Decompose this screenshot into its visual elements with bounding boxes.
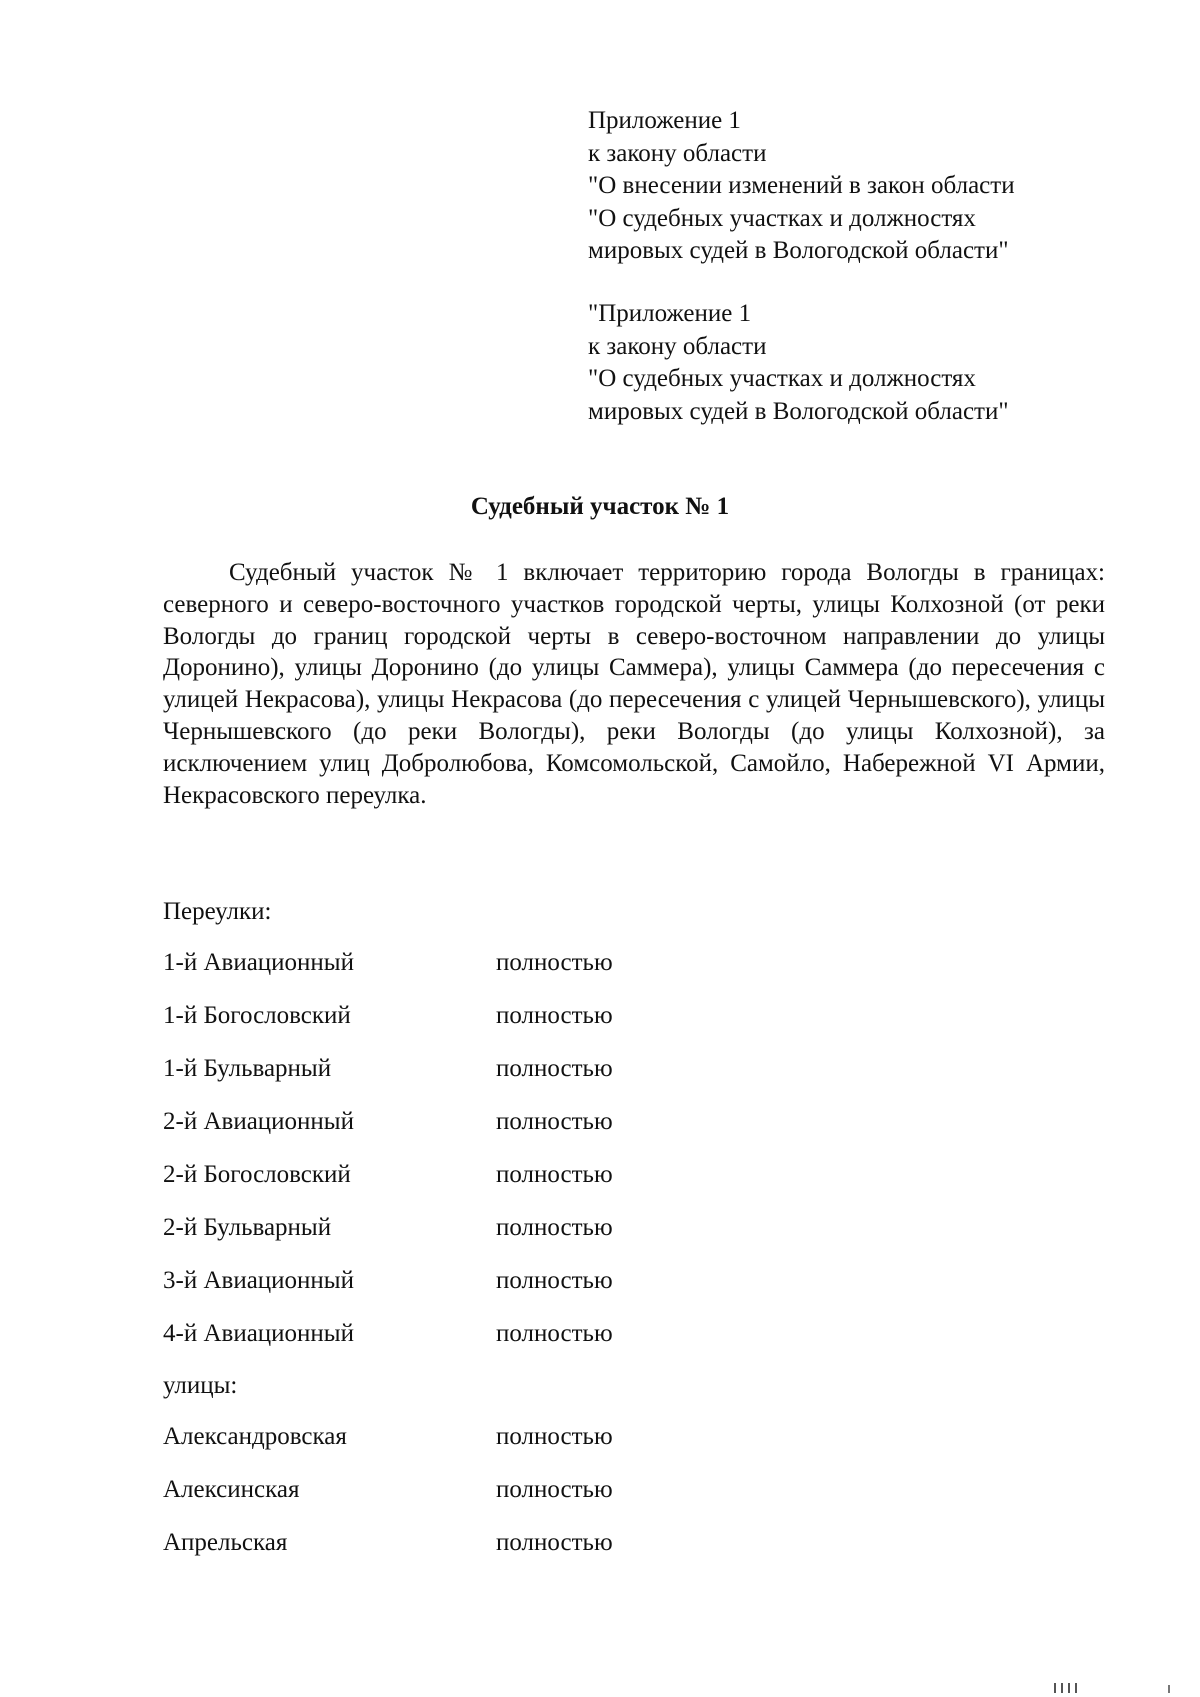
item-status: полностью [496,1108,613,1135]
lanes-list [163,947,863,1371]
item-name: Александровская [163,1423,347,1450]
item-status: полностью [496,1423,613,1450]
quoted-attachment-line: к закону области [588,332,767,360]
list-item [163,1159,863,1212]
list-item [163,1000,863,1053]
item-status: полностью [496,1320,613,1347]
scan-artifact [1168,1685,1170,1693]
item-status: полностью [496,1214,613,1241]
list-item [163,1053,863,1106]
scan-artifact-bar [1054,1683,1056,1693]
attachment-header-line: мировых судей в Вологодской области" [588,237,1009,264]
quoted-attachment-line: "О судебных участках и должностях [588,365,976,392]
item-name: 1-й Авиационный [163,949,354,976]
scan-artifact-bar [1068,1683,1070,1693]
item-status: полностью [496,1161,613,1188]
item-name: 2-й Авиационный [163,1108,354,1135]
attachment-header-line: "О судебных участках и должностях [588,204,976,232]
quoted-attachment-line: "Приложение 1 [588,300,752,327]
scan-artifact-bar [1061,1683,1063,1693]
item-status: полностью [496,1002,613,1029]
item-name: 1-й Бульварный [163,1055,332,1082]
list-item [163,1106,863,1159]
item-name: 2-й Богословский [163,1161,351,1188]
section-description: Судебный участок № 1 включает территорию города Вологды в границах: северного и северо-восточного участков городской черты, улицы Колхозной (от реки Вологды до границ городской черты в северо-восточном направлении до улицы Доронино), улицы Доронино (до улицы Саммера), улицы Саммера (до пересечения с улицей Некрасова), улицы Некрасова (до пересечения с улицей Чернышевского), улицы Чернышевского (до реки Вологды), реки Вологды (до улицы Колхозной), за исключением улиц Добролюбова, Комсомольской, Самойло, Набережной VI Армии, Некрасовского переулка. [163,559,1105,809]
item-name: 4-й Авиационный [163,1320,354,1347]
list-item [163,1212,863,1265]
item-status: полностью [496,1267,613,1294]
list-item [163,947,863,1000]
item-name: Апрельская [163,1529,288,1556]
list-item [163,1527,863,1580]
item-status: полностью [496,1055,613,1082]
section-title: Судебный участок № 1 [470,493,730,520]
lanes-heading: Переулки: [163,898,272,925]
attachment-header-line: Приложение 1 [588,107,741,134]
item-status: полностью [496,949,613,976]
list-item [163,1421,863,1474]
attachment-header [588,105,1148,268]
quoted-attachment-header [588,298,1148,428]
item-name: Алексинская [163,1476,300,1503]
item-name: 3-й Авиационный [163,1267,354,1294]
attachment-header-line: к закону области [588,139,767,167]
list-item [163,1318,863,1371]
item-name: 2-й Бульварный [163,1214,332,1241]
quoted-attachment-line: мировых судей в Вологодской области" [588,397,1009,425]
attachment-header-line: "О внесении изменений в закон области [588,172,1015,199]
item-status: полностью [496,1476,613,1503]
list-item [163,1265,863,1318]
item-name: 1-й Богословский [163,1002,351,1029]
streets-list [163,1421,863,1580]
streets-heading: улицы: [163,1372,238,1399]
scan-artifact [1054,1683,1088,1693]
list-item [163,1474,863,1527]
item-status: полностью [496,1529,613,1556]
scan-artifact-bar [1075,1683,1077,1693]
